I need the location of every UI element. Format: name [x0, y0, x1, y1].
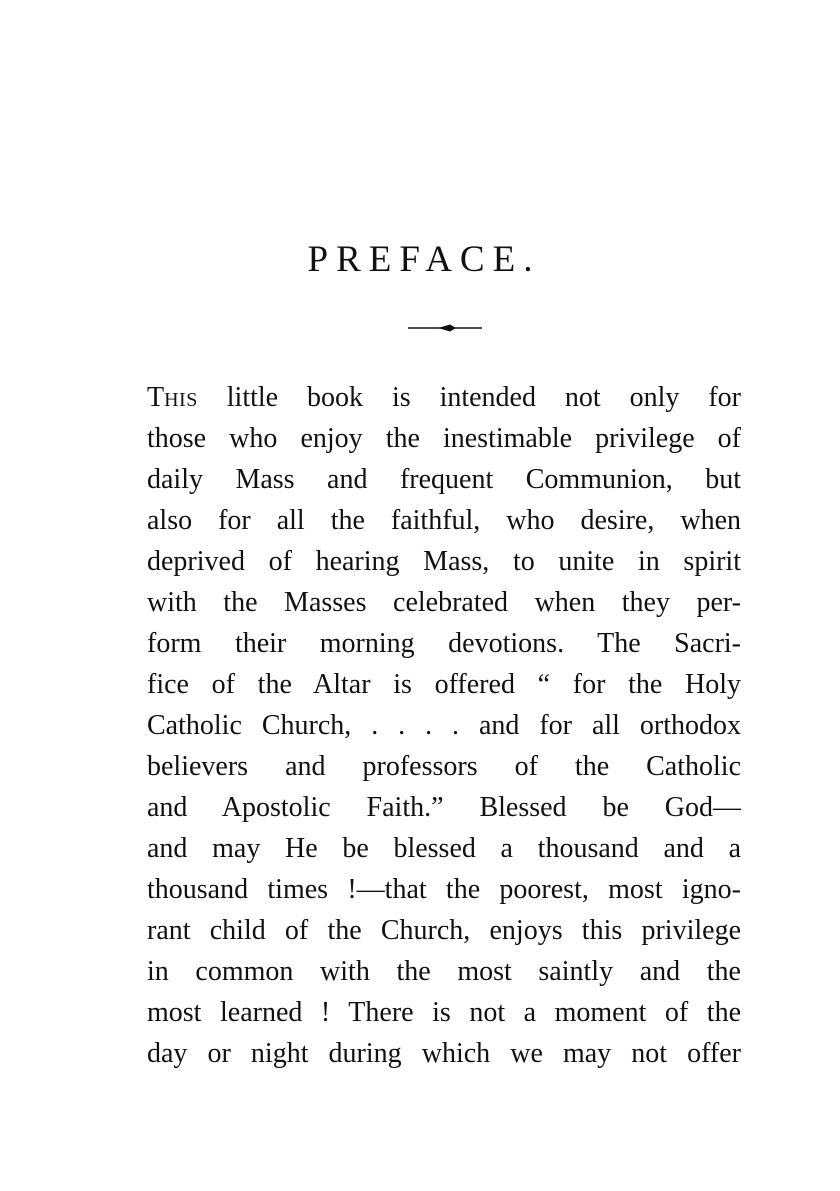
text-line: Catholic Church, . . . . and for all orthodox: [147, 710, 741, 741]
opening-small-caps-lead: T: [147, 382, 165, 413]
text-line-content: little book is intended not only for: [197, 382, 741, 413]
opening-small-caps-rest: HIS: [164, 389, 198, 411]
text-line: with the Masses celebrated when they per-: [147, 587, 741, 618]
text-line: believers and professors of the Catholic: [147, 751, 741, 782]
text-line: rant child of the Church, enjoys this privilege: [147, 915, 741, 946]
text-line: daily Mass and frequent Communion, but: [147, 464, 741, 495]
text-line: those who enjoy the inestimable privilege of: [147, 423, 741, 454]
text-line: and may He be blessed a thousand and a: [147, 833, 741, 864]
text-line: form their morning devotions. The Sacri-: [147, 628, 741, 659]
text-line: deprived of hearing Mass, to unite in spirit: [147, 546, 741, 577]
preface-body: [147, 377, 741, 1074]
page-title: PREFACE.: [307, 239, 541, 280]
text-line: also for all the faithful, who desire, when: [147, 505, 741, 536]
text-line: most learned ! There is not a moment of the: [147, 997, 741, 1028]
text-line: and Apostolic Faith.” Blessed be God—: [147, 792, 741, 823]
dash-diamond-ornament-icon: [408, 322, 482, 334]
text-line: fice of the Altar is offered “ for the Holy: [147, 669, 741, 700]
text-line: [147, 377, 741, 418]
text-line: day or night during which we may not offer: [147, 1038, 741, 1069]
text-line: in common with the most saintly and the: [147, 956, 741, 987]
text-line: thousand times !—that the poorest, most igno-: [147, 874, 741, 905]
